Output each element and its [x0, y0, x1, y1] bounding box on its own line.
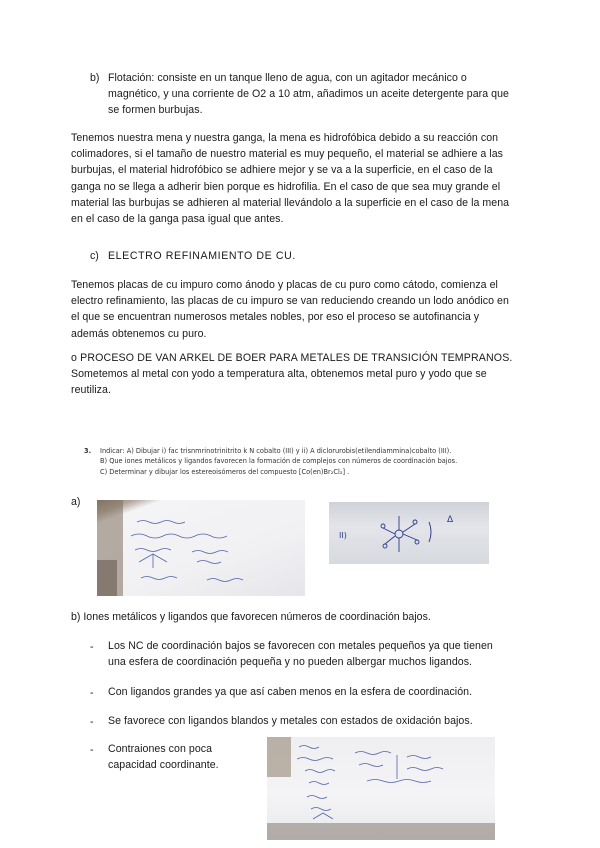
item-c-heading: ELECTRO REFINAMIENTO DE CU.	[108, 250, 296, 262]
bullet-item	[108, 684, 538, 700]
paragraph-line: reutiliza.	[71, 384, 111, 397]
question-line: B) Que iones metálicos y ligandos favorecen la formación de complejos con números de coordinación bajos.	[100, 457, 458, 466]
paragraph-line: ganga no se llega a adherir bien porque es hidrofilia. En el caso de que sea muy grande el	[71, 180, 501, 193]
paragraph-line: o PROCESO DE VAN ARKEL DE BOER PARA METALES DE TRANSICIÓN TEMPRANOS.	[71, 352, 513, 364]
item-b-line: se formen burbujas.	[108, 104, 203, 117]
paragraph-line: el que se encuentran numerosos metales nobles, por eso el proceso se autofinancia y	[71, 311, 480, 324]
bullet-line: Contraiones con poca	[108, 743, 213, 755]
item-b-text	[108, 70, 548, 119]
bullet-marker: -	[90, 641, 94, 653]
answer-b-heading: b) Iones metálicos y ligandos que favorecen números de coordinación bajos.	[71, 611, 431, 623]
bullet-line: Con ligandos grandes ya que así caben menos en la esfera de coordinación.	[108, 686, 473, 698]
bullet-item	[108, 638, 538, 670]
paragraph-van-arkel	[71, 350, 551, 399]
question-line: C) Determinar y dibujar los estereoisómeros del compuesto [Co(en)Br₂Cl₂] .	[100, 467, 350, 476]
paragraph-line: electro refinamiento, las placas de cu impuro se van reduciendo creando un lodo anódico en	[71, 295, 509, 308]
photo2-delta: Δ	[447, 515, 454, 525]
paragraph-line: además obtenemos cu puro.	[71, 327, 207, 340]
bullet-marker: -	[90, 716, 94, 728]
handwriting-sketch	[97, 500, 305, 596]
bullet-line: Los NC de coordinación bajos se favorecen con metales pequeños ya que tienen	[108, 640, 493, 652]
question-text	[100, 446, 530, 477]
handwritten-notes-photo-3	[267, 737, 495, 840]
paragraph-line: Sometemos al metal con yodo a temperatura alta, obtenemos metal puro y yodo que se	[71, 368, 487, 381]
question-number: 3.	[84, 447, 92, 455]
handwriting-sketch	[267, 737, 495, 840]
item-b-line: Flotación: consiste en un tanque lleno de agua, con un agitador mecánico o	[108, 72, 467, 84]
bullet-item	[108, 713, 538, 729]
handwritten-notes-photo-1	[97, 500, 305, 596]
structure-drawing-photo-2	[329, 502, 489, 564]
answer-a-marker: a)	[71, 496, 81, 508]
paragraph-line: en el caso de la ganga pasa igual que antes.	[71, 213, 284, 226]
bullet-marker: -	[90, 744, 94, 756]
bullet-line: una esfera de coordinación pequeña y no pueden albergar muchos ligandos.	[108, 656, 473, 669]
paragraph-line: burbujas, el material hidrofóbico se adhiere mejor y se va a la superficie, en el caso de la	[71, 164, 493, 177]
paragraph-line: Tenemos nuestra mena y nuestra ganga, la mena es hidrofóbica debido a su reacción con	[71, 132, 499, 144]
paragraph-line: Tenemos placas de cu impuro como ánodo y placas de cu puro como cátodo, comienza el	[71, 279, 498, 291]
question-line: Indicar: A) Dibujar i) fac trisnmrinotrinitrito k N cobalto (III) y ii) A diclorurobis(etilendiammina)cobalto (III).	[100, 447, 452, 455]
octahedral-complex-sketch	[329, 502, 489, 564]
paragraph-line: material las burbujas se adhieren al material llevándolo a la superficie en el caso de la mena	[71, 196, 510, 209]
item-b-line: magnético, y una corriente de O2 a 10 atm, añadimos un aceite detergente para que	[108, 88, 509, 101]
bullet-line: Se favorece con ligandos blandos y metales con estados de oxidación bajos.	[108, 715, 473, 727]
bullet-line: capacidad coordinante.	[108, 759, 219, 772]
paragraph-line: colimadores, si el tamaño de nuestro material es muy pequeño, el material se adhiere a las	[71, 148, 504, 161]
paragraph-electrorefining	[71, 277, 541, 342]
bullet-marker: -	[90, 687, 94, 699]
item-b-marker: b)	[90, 72, 100, 84]
paragraph-flotation	[71, 130, 541, 227]
item-c-marker: c)	[90, 250, 99, 262]
bullet-item	[108, 741, 258, 773]
photo2-label: II)	[339, 531, 347, 540]
